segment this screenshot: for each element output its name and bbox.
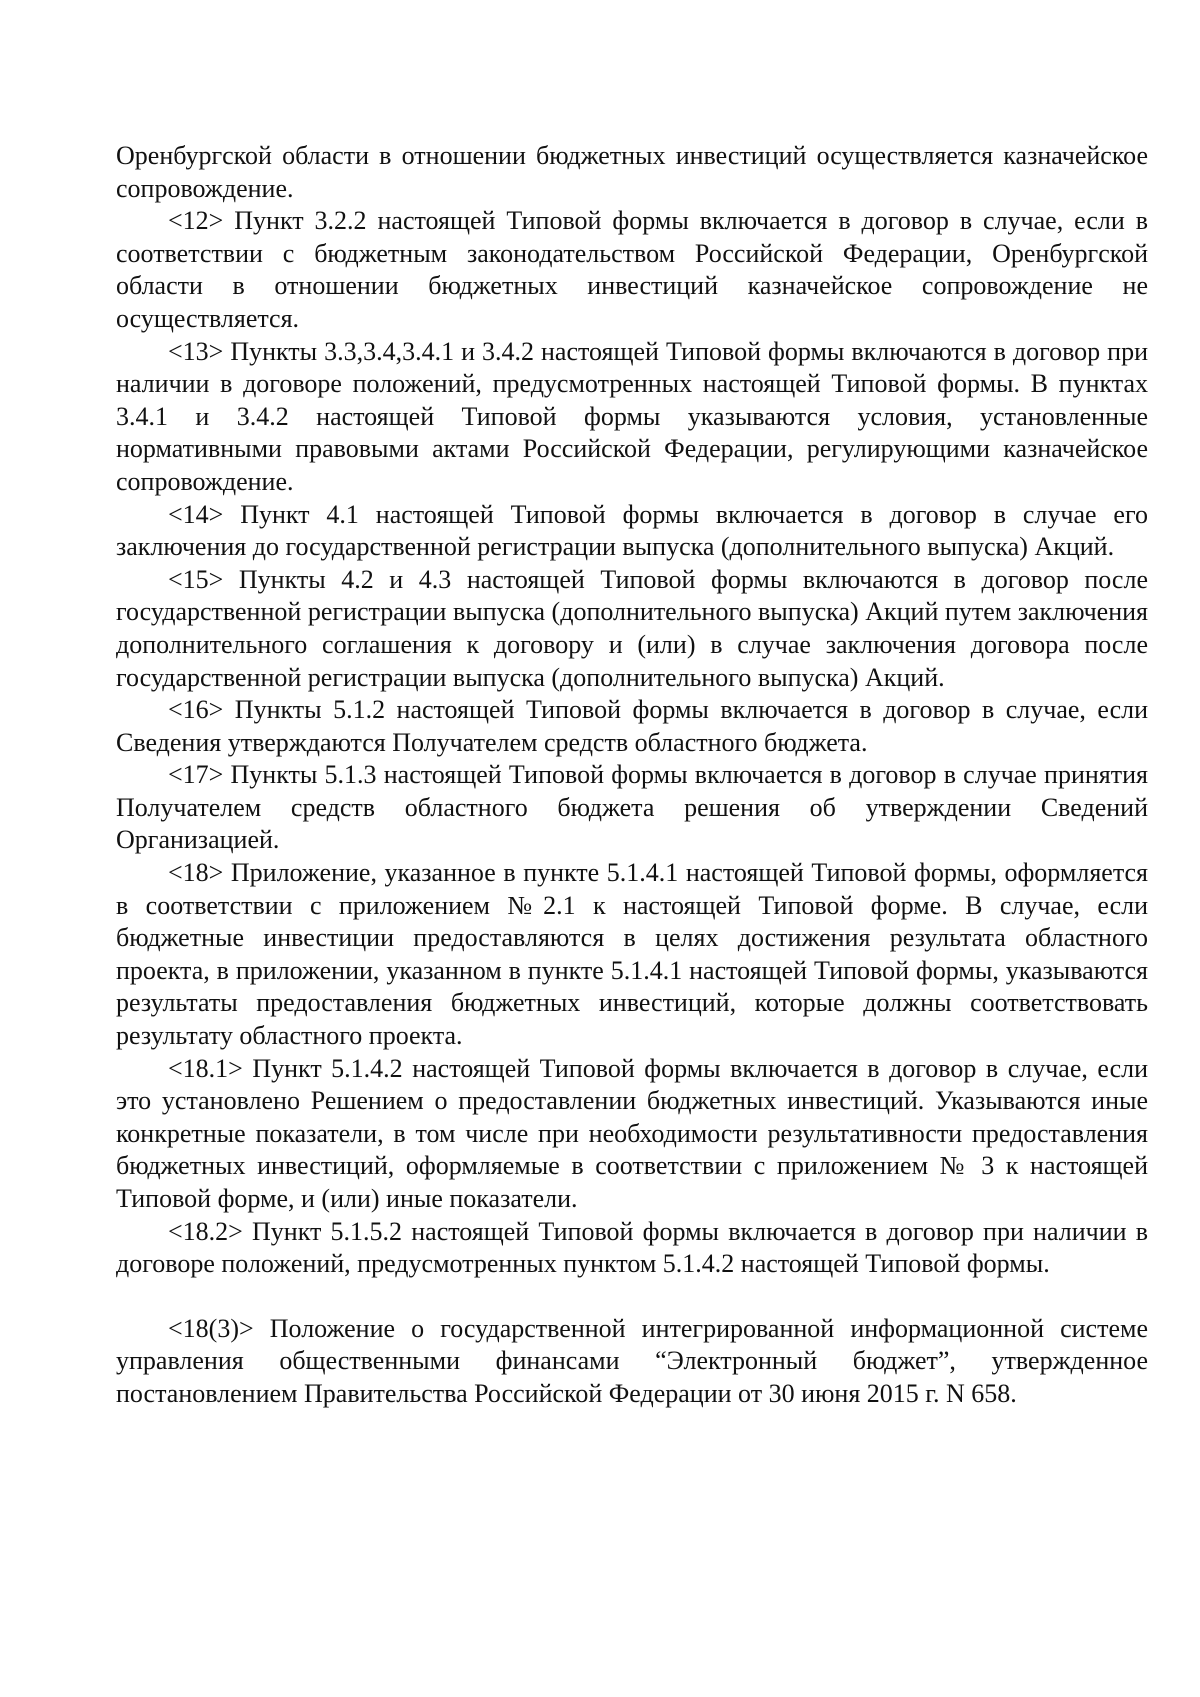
footnote-13: <13> Пункты 3.3,3.4,3.4.1 и 3.4.2 настоящей Типовой формы включаются в договор при наличии в договоре положений, предусмотренных настоящей Типовой формы. В пунктах 3.4.1 и 3.4.2 настоящей Типовой формы указываются условия, установленные нормативными правовыми актами Российской Федерации, регулирующими казначейское сопровождение.	[116, 336, 1148, 496]
document-page	[116, 140, 1148, 1411]
footnote-17: <17> Пункты 5.1.3 настоящей Типовой формы включается в договор в случае принятия Получателем средств областного бюджета решения об утверждении Сведений Организацией.	[116, 760, 1148, 855]
paragraph-continuation: Оренбургской области в отношении бюджетных инвестиций осуществляется казначейское сопровождение.	[116, 141, 1148, 203]
footnote-18-2: <18.2> Пункт 5.1.5.2 настоящей Типовой формы включается в договор при наличии в договоре положений, предусмотренных пунктом 5.1.4.2 настоящей Типовой формы.	[116, 1216, 1148, 1279]
footnote-18: <18> Приложение, указанное в пункте 5.1.4.1 настоящей Типовой формы, оформляется в соответствии с приложением №2.1 к настоящей Типовой форме. В случае, если бюджетные инвестиции предоставляются в целях достижения результата областного проекта, в приложении, указанном в пункте 5.1.4.1 настоящей Типовой формы, указываются результаты предоставления бюджетных инвестиций, которые должны соответствовать результату областного проекта.	[116, 858, 1148, 1051]
footnote-16: <16> Пункты 5.1.2 настоящей Типовой формы включается в договор в случае, если Сведения утверждаются Получателем средств областного бюджета.	[116, 695, 1148, 757]
footnote-12: <12> Пункт 3.2.2 настоящей Типовой формы включается в договор в случае, если в соответствии с бюджетным законодательством Российской Федерации, Оренбургской области в отношении бюджетных инвестиций казначейское сопровождение не осуществляется.	[116, 206, 1148, 333]
paragraph-spacer	[116, 1281, 1148, 1313]
footnote-15: <15> Пункты 4.2 и 4.3 настоящей Типовой формы включаются в договор после государственной регистрации выпуска (дополнительного выпуска) Акций путем заключения дополнительного соглашения к договору и (или) в случае заключения договора после государственной регистрации выпуска (дополнительного выпуска) Акций.	[116, 564, 1148, 692]
footnote-18-1: <18.1> Пункт 5.1.4.2 настоящей Типовой формы включается в договор в случае, если это установлено Решением о предоставлении бюджетных инвестиций. Указываются иные конкретные показатели, в том числе при необходимости результативности предоставления бюджетных инвестиций, оформляемые в соответствии с приложением № 3 к настоящей Типовой форме, и (или) иные показатели.	[116, 1053, 1148, 1213]
footnote-14: <14> Пункт 4.1 настоящей Типовой формы включается в договор в случае его заключения до государственной регистрации выпуска (дополнительного выпуска) Акций.	[116, 499, 1148, 562]
footnote-18-3: <18(3)> Положение о государственной интегрированной информационной системе управления общественными финансами “Электронный бюджет”, утвержденное постановлением Правительства Российской Федерации от 30 июня 2015 г. N 658.	[116, 1313, 1148, 1408]
